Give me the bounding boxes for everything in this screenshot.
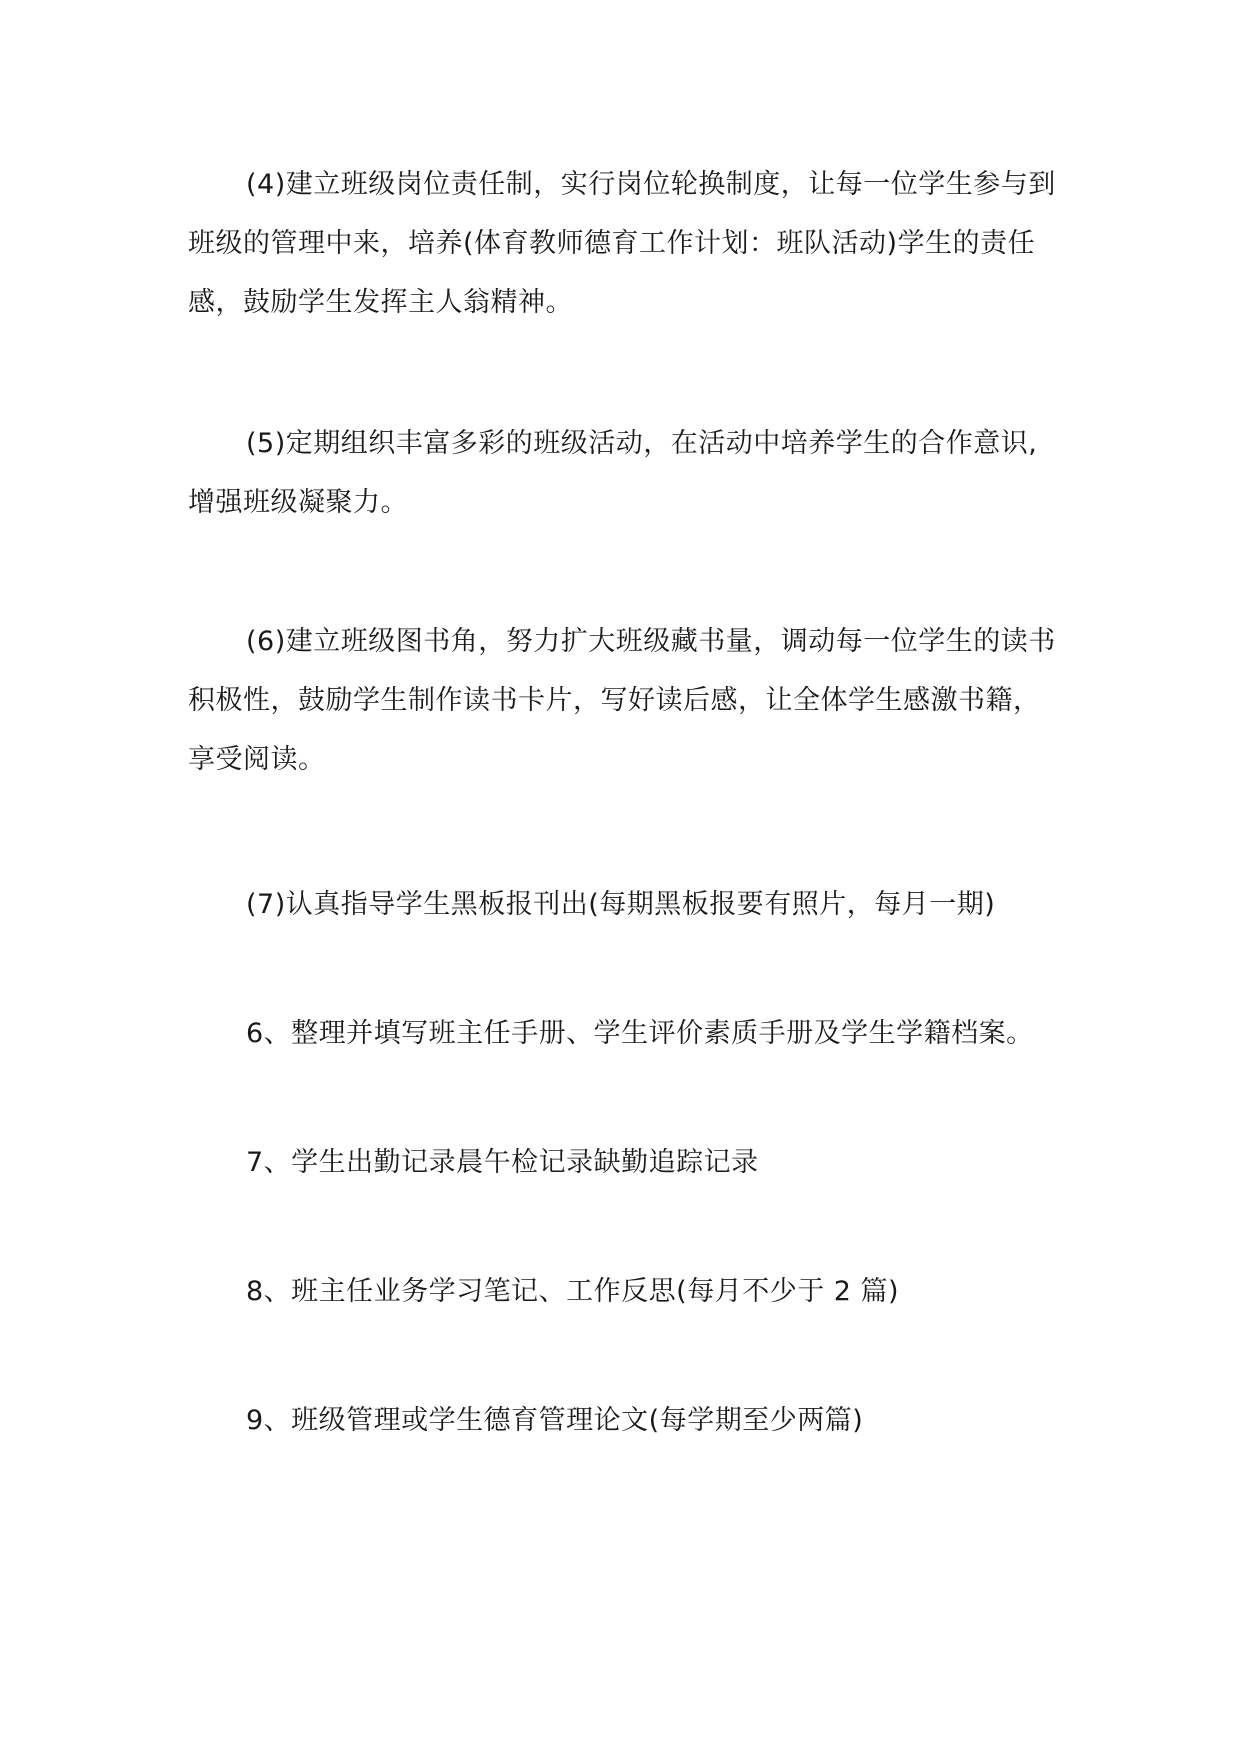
item-6-handbook: 6、整理并填写班主任手册、学生评价素质手册及学生学籍档案。 bbox=[246, 1018, 1034, 1049]
item-7-attendance: 7、学生出勤记录晨午检记录缺勤追踪记录 bbox=[246, 1147, 759, 1178]
paragraph-6-book-corner: (6)建立班级图书角，努力扩大班级藏书量，调动每一位学生的读书积极性，鼓励学生制作读书卡片，写好读后感，让全体学生感激书籍，享受阅读。 bbox=[188, 626, 1056, 775]
item-9-papers: 9、班级管理或学生德育管理论文(每学期至少两篇) bbox=[246, 1405, 864, 1436]
paragraph-5-class-activities: (5)定期组织丰富多彩的班级活动，在活动中培养学生的合作意识,增强班级凝聚力。 bbox=[188, 428, 1038, 518]
paragraph-7-blackboard: (7)认真指导学生黑板报刊出(每期黑板报要有照片，每月一期) bbox=[246, 889, 996, 920]
paragraph-4-post-responsibility: (4)建立班级岗位责任制，实行岗位轮换制度，让每一位学生参与到班级的管理中来，培养(体育教师德育工作计划：班队活动)学生的责任感，鼓励学生发挥主人翁精神。 bbox=[188, 169, 1056, 318]
item-8-study-notes: 8、班主任业务学习笔记、工作反思(每月不少于 2 篇) bbox=[246, 1276, 900, 1307]
